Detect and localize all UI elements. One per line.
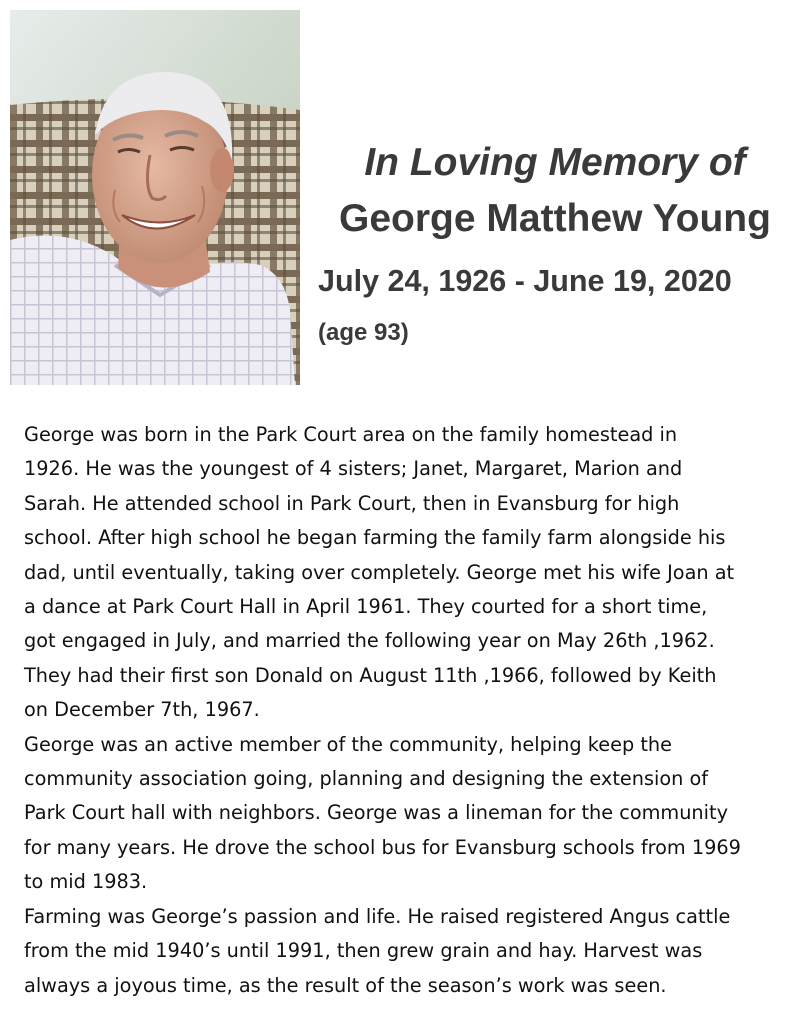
life-dates: July 24, 1926 - June 19, 2020 [318,264,732,298]
bio-line: Farming was George’s passion and life. He raised registered Angus cattle [24,904,731,928]
bio-line: always a joyous time, as the result of the season’s work was seen. [24,973,667,997]
bio-line: a dance at Park Court Hall in April 1961. They courted for a short time, [24,595,708,619]
bio-line: Park Court hall with neighbors. George was a lineman for the community [24,801,728,825]
full-name: George Matthew Young [339,197,771,240]
bio-line: George was born in the Park Court area on the family homestead in [24,423,678,446]
portrait-image [10,10,300,385]
bio-line: school. After high school he began farming the family farm alongside his [24,526,726,550]
bio-line: for many years. He drove the school bus for Evansburg schools from 1969 [24,835,741,859]
bio-line: from the mid 1940’s until 1991, then grew grain and hay. Harvest was [24,939,703,963]
bio-line: to mid 1983. [24,870,148,894]
bio-line: community association going, planning and designing the extension of [24,767,709,791]
bio-line: got engaged in July, and married the following year on May 26th ,1962. [24,629,715,653]
age-label: (age 93) [318,319,409,346]
bio-line: 1926. He was the youngest of 4 sisters; Janet, Margaret, Marion and [24,457,683,481]
bio-line: They had their first son Donald on August 11th ,1966, followed by Keith [24,663,717,687]
bio-line: George was an active member of the community, helping keep the [24,732,672,756]
bio-line: Sarah. He attended school in Park Court, then in Evansburg for high [24,491,680,515]
bio-line: dad, until eventually, taking over completely. George met his wife Joan at [24,560,735,584]
biography-text [24,418,799,1003]
memorial-heading [310,135,800,247]
bio-line: on December 7th, 1967. [24,698,260,722]
portrait-photo [10,10,300,385]
memory-title: In Loving Memory of [364,141,746,184]
